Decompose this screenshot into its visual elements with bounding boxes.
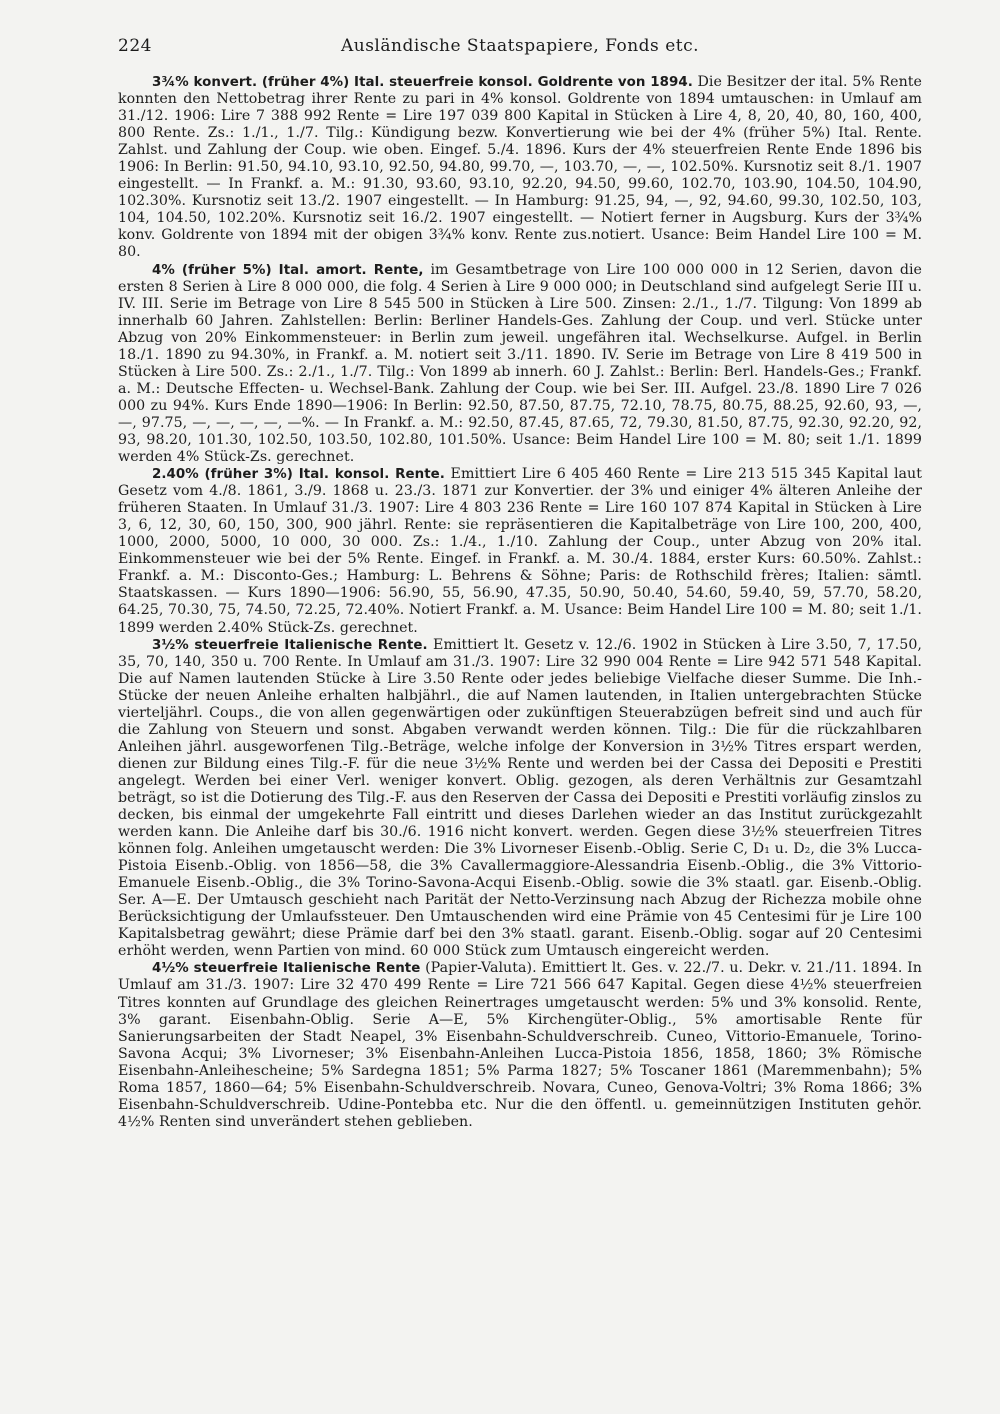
entry-title: 2.40% (früher 3%) Ital. konsol. Rente. (152, 467, 445, 483)
entry-konsol-rente (118, 466, 922, 636)
page-number: 224 (118, 36, 152, 56)
body-text (118, 74, 922, 1131)
entry-text: Emittiert Lire 6 405 460 Rente = Lire 213 515 345 Kapital laut Gesetz vom 4./8. 1861, 3./9. 1868 u. 23./3. 1871 zur Konvertier. der 3% und einiger 4% älteren Anleihe der früheren Staaten. In Umlauf 31./3. 1907: Lire 4 803 236 Rente = Lire 160 107 874 Kapital in Stücken à Lire 3, 6, 12, 30, 60, 150, 300, 900 jährl. Rente: sie repräsentieren die Kapitalbeträge von Lire 100, 200, 400, 1000, 2000, 5000, 10 000, 30 000. Zs.: 1./4., 1./10. Zahlung der Coup., unter Abzug von 20% ital. Einkommensteuer wie bei der 5% Rente. Eingef. in Frankf. a. M. 30./4. 1884, erster Kurs: 60.50%. Zahlst.: Frankf. a. M.: Disconto-Ges.; Hamburg: L. Behrens & Söhne; Paris: de Rothschild frères; Italien: sämtl. Staatskassen. — Kurs 1890—1906: 56.90, 55, 56.90, 47.35, 50.90, 50.40, 54.60, 59.40, 59, 57.70, 58.20, 64.25, 70.30, 75, 74.50, 72.25, 72.40%. Notiert Frankf. a. M. Usance: Beim Handel Lire 100 = M. 80; seit 1./1. 1899 werden 2.40% Stück-Zs. gerechnet. (118, 466, 922, 636)
entry-title: 4% (früher 5%) Ital. amort. Rente, (152, 262, 424, 278)
running-title: Ausländische Staatspapiere, Fonds etc. (340, 36, 700, 56)
entry-title: 3¾% konvert. (früher 4%) Ital. steuerfreie konsol. Goldrente von 1894. (152, 75, 693, 90)
entry-text: im Gesamtbetrage von Lire 100 000 000 in 12 Serien, davon die ersten 8 Serien à Lire 8 000 000, die folg. 4 Serien à Lire 9 000 000; in Deutschland sind aufgelegt Serie III u. IV. III. Serie im Betrage von Lire 8 545 500 in Stücken à Lire 500. Zinsen: 2./1., 1./7. Tilgung: Von 1899 ab innerhalb 60 Jahren. Zahlstellen: Berlin: Berliner Handels-Ges. Zahlung der Coup. und verl. Stücke unter Abzug von 20% Einkommensteuer: in Berlin zum jeweil. ungefähren ital. Wechselkurse. Aufgel. in Berlin 18./1. 1890 zu 94.30%, in Frankf. a. M. notiert seit 3./11. 1890. IV. Serie im Betrage von Lire 8 419 500 in Stücken à Lire 500. Zs.: 2./1., 1./7. Tilg.: Von 1899 ab innerh. 60 J. Zahlst.: Berlin: Berl. Handels-Ges.; Frankf. a. M.: Deutsche Effecten- u. Wechsel-Bank. Zahlung der Coup. wie bei Ser. III. Aufgel. 23./8. 1890 Lire 7 026 000 zu 94%. Kurs Ende 1890—1906: In Berlin: 92.50, 87.50, 87.75, 72.10, 78.75, 80.75, 88.25, 92.60, 93, —, —, 97.75, —, —, —, —, —%. — In Frankf. a. M.: 92.50, 87.45, 87.65, 72, 79.30, 81.50, 87.75, 92.30, 92.20, 92, 93, 98.20, 101.30, 102.50, 103.50, 102.80, 101.50%. Usance: Beim Handel Lire 100 = M. 80; seit 1./1. 1899 werden 4% Stück-Zs. gerechnet. (118, 261, 922, 466)
entry-goldrente-1894 (118, 74, 922, 262)
entry-text: Emittiert lt. Gesetz v. 12./6. 1902 in Stücken à Lire 3.50, 7, 17.50, 35, 70, 140, 350 u. 700 Rente. In Umlauf am 31./3. 1907: Lire 32 990 004 Rente = Lire 942 571 548 Kapital. Die auf Namen lautenden Stücke à Lire 3.50 Rente oder jedes beliebige Vielfache dieser Summe. Die Inh.-Stücke der neuen Anleihe erhalten halbjährl., die auf Namen lautenden, in Italien untergebrachten Stücke vierteljährl. Coups., die von allen gegenwärtigen oder zukünftigen Steuerabzügen befreit sind und auch für die Zahlung von Steuern und sonst. Abgaben verwandt werden können. Tilg.: Die für die rückzahlbaren Anleihen jährl. ausgeworfenen Tilg.-Beträge, welche infolge der Konversion in 3½% Titres erspart werden, dienen zur Bildung eines Tilg.-F. für die neue 3½% Rente und werden bei der Cassa dei Depositi e Prestiti angelegt. Werden bei einer Verl. weniger konvert. Oblig. gezogen, als deren Verhältnis zur Gesamtzahl beträgt, so ist die Dotierung des Tilg.-F. aus den Reserven der Cassa dei Depositi e Prestiti vorläufig zinslos zu decken, bis einmal der umgekehrte Fall eintritt und dieses Darlehen wieder an das Institut zurückgezahlt werden kann. Die Anleihe darf bis 30./6. 1916 nicht konvert. werden. Gegen diese 3½% steuerfreien Titres können folg. Anleihen umgetauscht werden: Die 3% Livorneser Eisenb.-Oblig. Serie C, D₁ u. D₂, die 3% Lucca-Pistoia Eisenb.-Oblig. von 1856—58, die 3% Cavallermaggiore-Alessandria Eisenb.-Oblig., die 3% Vittorio-Emanuele Eisenb.-Oblig., die 3% Torino-Savona-Acqui Eisenb.-Oblig. sowie die 3% staatl. gar. Eisenb.-Oblig. Ser. A—E. Der Umtausch geschieht nach Parität der Netto-Verzinsung nach Abzug der Richezza mobile ohne Berücksichtigung der Umlaufssteuer. Den Umtauschenden wird eine Prämie von 45 Centesimi für je Lire 100 Kapitalsbetrag gewährt; diese Prämie darf bei den 3% staatl. garant. Eisenb.-Oblig. sogar auf 20 Centesimi erhöht werden, wenn Partien von mind. 60 000 Stück zum Umtausch eingereicht werden. (118, 636, 922, 960)
entry-text: (Papier-Valuta). Emittiert lt. Ges. v. 22./7. u. Dekr. v. 21./11. 1894. In Umlauf am 31./3. 1907: Lire 32 470 499 Rente = Lire 721 566 647 Kapital. Gegen diese 4½% steuerfreien Titres konnten auf Grundlage des gleichen Reinertrages umgetauscht werden: 5% und 3% konsolid. Rente, 3% garant. Eisenbahn-Oblig. Serie A—E, 5% Kirchengüter-Oblig., 5% amortisable Rente für Sanierungsarbeiten der Stadt Neapel, 3% Eisenbahn-Schuldverschreib. Cuneo, Vittorio-Emanuele, Torino-Savona Acqui; 3% Livorneser; 3% Eisenbahn-Anleihen Lucca-Pistoia 1856, 1858, 1860; 3% Römische Eisenbahn-Anleihescheine; 5% Sardegna 1851; 5% Parma 1827; 5% Toscaner 1861 (Maremmenbahn); 5% Roma 1857, 1860—64; 5% Eisenbahn-Schuldverschreib. Novara, Cuneo, Genova-Voltri; 3% Roma 1866; 3% Eisenbahn-Schuldverschreib. Udine-Pontebba etc. Nur die den öffentl. u. gemeinnützigen Instituten gehör. 4½% Renten sind unverändert stehen geblieben. (118, 960, 922, 1130)
entry-4-5-rente (118, 960, 922, 1130)
entry-text: Die Besitzer der ital. 5% Rente konnten den Nettobetrag ihrer Rente zu pari in 4% konsol. Goldrente von 1894 umtauschen: in Umlauf am 31./12. 1906: Lire 7 388 992 Rente = Lire 197 039 800 Kapital in Stücken à Lire 4, 8, 20, 40, 80, 160, 400, 800 Rente. Zs.: 1./1., 1./7. Tilg.: Kündigung bezw. Konvertierung wie bei der 4% (früher 5%) Ital. Rente. Zahlst. und Zahlung der Coup. wie oben. Eingef. 5./4. 1896. Kurs der 4% steuerfreien Rente Ende 1896 bis 1906: In Berlin: 91.50, 94.10, 93.10, 92.50, 94.80, 99.70, —, 103.70, —, —, 102.50%. Kursnotiz seit 8./1. 1907 eingestellt. — In Frankf. a. M.: 91.30, 93.60, 93.10, 92.20, 94.50, 99.60, 102.70, 103.90, 104.50, 104.90, 102.30%. Kursnotiz seit 13./2. 1907 eingestellt. — In Hamburg: 91.25, 94, —, 92, 94.60, 99.30, 102.50, 103, 104, 104.50, 102.20%. Kursnotiz seit 16./2. 1907 eingestellt. — Notiert ferner in Augsburg. Kurs der 3¾% konv. Goldrente von 1894 mit der obigen 3¾% konv. Rente zus.notiert. Usance: Beim Handel Lire 100 = M. 80. (118, 74, 922, 261)
page-header (118, 36, 922, 66)
entry-3-5-rente (118, 637, 922, 961)
entry-amort-rente (118, 262, 922, 467)
entry-title: 3½% steuerfreie Italienische Rente. (152, 637, 428, 653)
entry-title: 4½% steuerfreie Italienische Rente (152, 961, 421, 977)
